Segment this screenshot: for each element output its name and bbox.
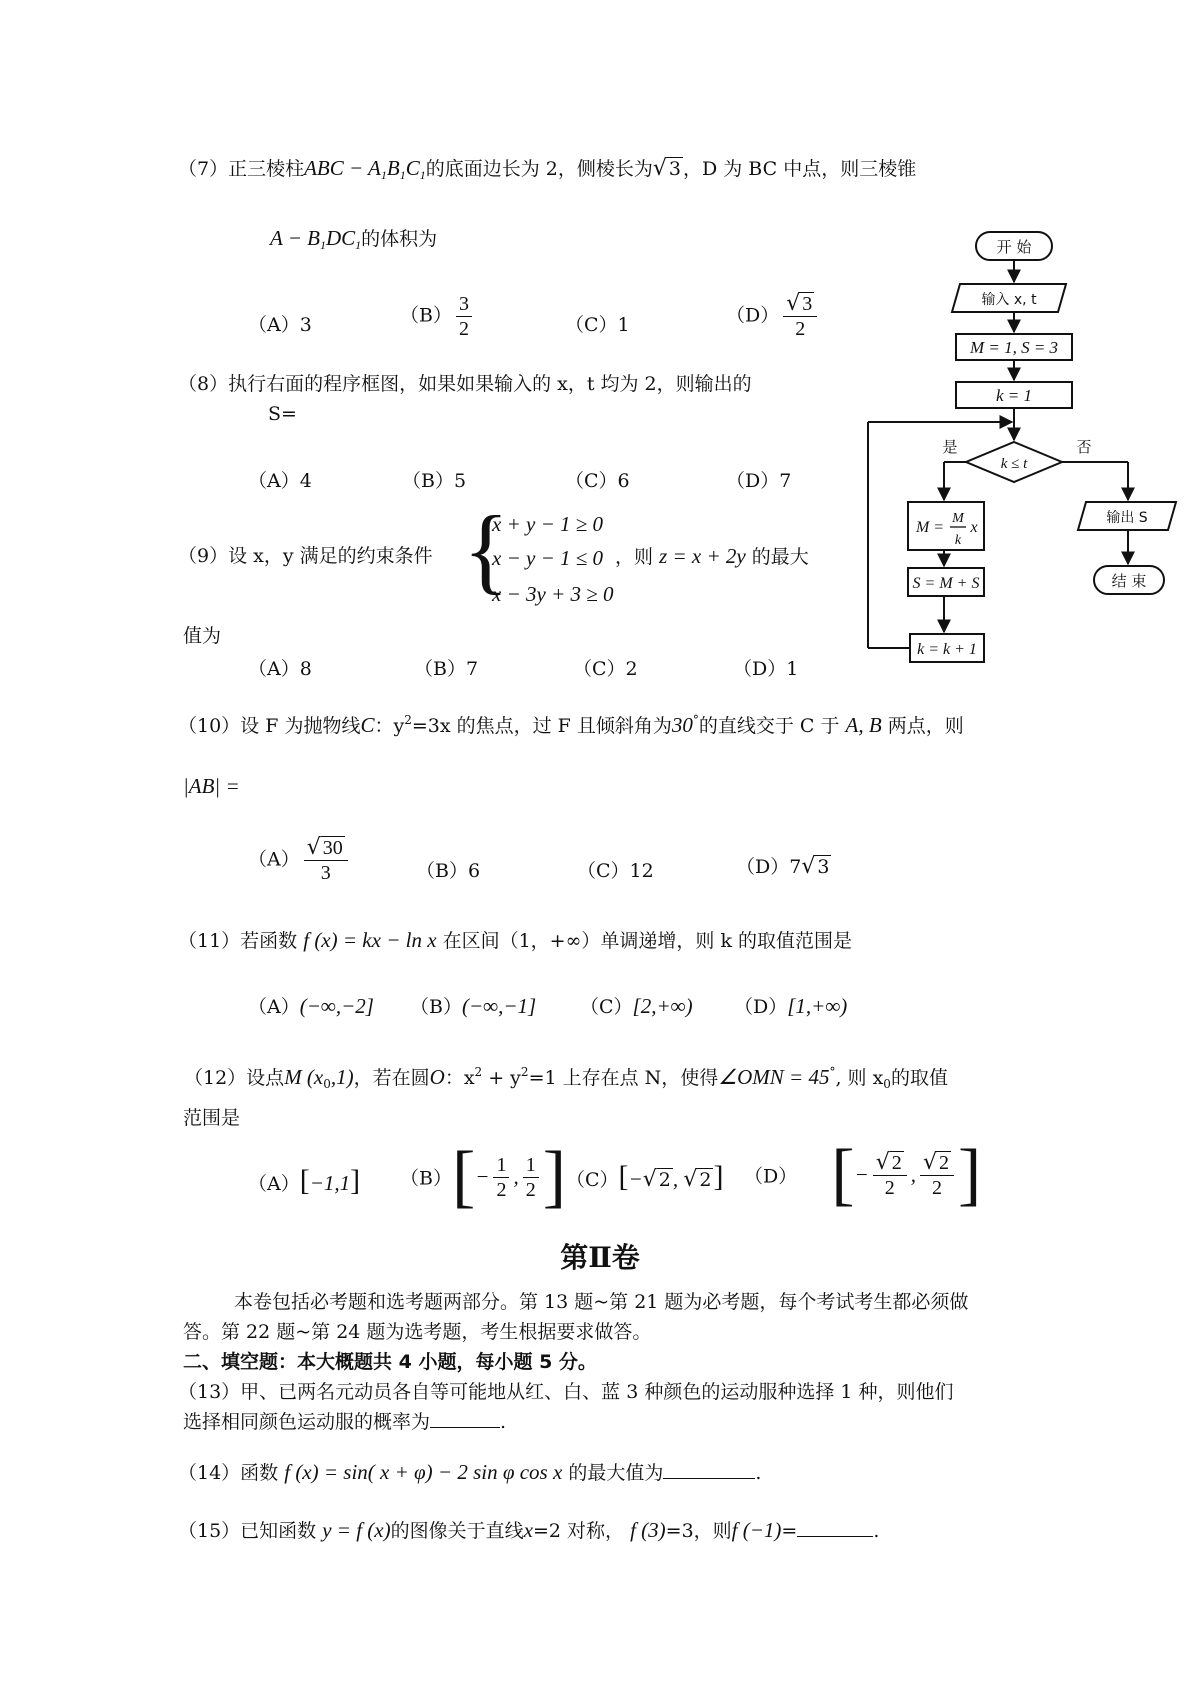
q8-option-b: （B）5	[402, 470, 467, 492]
flow-output-label: 输出 S	[1106, 510, 1148, 526]
q7-option-c: （C）1	[565, 314, 630, 336]
q7-tail: ，D 为 BC 中点，则三棱锥	[682, 158, 917, 180]
flow-end-label: 结 束	[1111, 572, 1147, 590]
q12-option-b: （B）[− $\frac{1}{2}$ , $\frac{1}{2}$ ]	[400, 1138, 567, 1215]
flow-no-label: 否	[1076, 438, 1092, 456]
q12-line2: 范围是	[183, 1107, 241, 1129]
q9-option-b: （B）7	[414, 658, 479, 680]
q9-prefix: （9）设 x，y 满足的约束条件	[178, 545, 433, 567]
q14-line: （14）函数 f (x) = sin( x + φ) − 2 sin φ cos x 的最大值为 .	[178, 1460, 762, 1484]
q9-brace: {	[463, 496, 510, 603]
q9-option-c: （C）2	[573, 658, 638, 680]
q7-option-a: （A）3	[248, 314, 312, 336]
q7-text: 的底面边长为 2，侧棱长为	[425, 158, 653, 180]
q8-option-c: （C）6	[565, 470, 630, 492]
part2-intro-line1: 本卷包括必考题和选考题两部分。第 13 题~第 21 题为必考题，每个考试考生都必须做	[234, 1291, 969, 1313]
q8-line2: S=	[268, 403, 297, 425]
q13-line1: （13）甲、已两名元动员各自等可能地从红、白、蓝 3 种颜色的运动服种选择 1 种，则他们	[178, 1381, 954, 1403]
q12-option-d: （D） [− $\frac{√ 2}{2}$ , $\frac{√ 2}{2}$ ]	[744, 1136, 982, 1213]
flow-m-update-den: k	[954, 533, 962, 548]
flow-m-update-lhs: M =	[915, 519, 945, 536]
q9-line2: 值为	[183, 625, 222, 647]
q9-option-d: （D）1	[733, 658, 799, 680]
q11-option-a: （A）(−∞,−2]	[248, 994, 374, 1018]
q11-option-d: （D）[1,+∞)	[734, 994, 848, 1018]
q11-option-b: （B）(−∞,−1]	[410, 994, 537, 1018]
flow-m-update-x: x	[970, 519, 978, 536]
q11-option-c: （C）[2,+∞)	[580, 994, 693, 1018]
q9-cond3: x − 3y + 3 ≥ 0	[492, 582, 614, 606]
flow-s-update-label: S = M + S	[912, 575, 980, 592]
q7-sqrt: √ 3	[652, 156, 681, 181]
q15-line: （15）已知函数 y = f (x)的图像关于直线x=2 对称， f (3)=3，则f (−1)= .	[178, 1518, 880, 1542]
q7-option-d: （D） $\frac{√ 3}{2}$	[726, 292, 821, 341]
part2-heading: 二、填空题：本大概题共 4 小题，每小题 5 分。	[183, 1351, 597, 1373]
flow-k-update-label: k = k + 1	[917, 641, 977, 658]
q7-line2-tail: 的体积为	[361, 228, 438, 250]
q12-option-a: （A）[−1,1]	[248, 1164, 361, 1197]
q13-answer-blank[interactable]	[430, 1409, 500, 1428]
q14-answer-blank[interactable]	[663, 1460, 755, 1479]
q9-middle: ，则 z = x + 2y 的最大	[615, 544, 809, 568]
flow-m-update-num: M	[952, 511, 964, 526]
flow-cond-label: k ≤ t	[1000, 456, 1028, 472]
flow-input-label: 输入 x, t	[981, 292, 1037, 308]
part2-intro-line2: 答。第 22 题~第 24 题为选考题，考生根据要求做答。	[183, 1321, 652, 1343]
q11-line1: （11）若函数 f (x) = kx − ln x 在区间（1，+∞）单调递增，则 k 的取值范围是	[178, 928, 852, 952]
q7-line2	[270, 224, 437, 259]
q13-line2: 选择相同颜色运动服的概率为 .	[183, 1411, 507, 1433]
q7-pyramid: $A - B_1DC_1$	[270, 226, 362, 252]
q15-answer-blank[interactable]	[797, 1518, 873, 1537]
q10-option-c: （C）12	[577, 860, 654, 882]
flow-kinit-label: k = 1	[995, 386, 1033, 405]
q10-option-d: （D）7√ 3	[736, 854, 830, 879]
q8-line1: （8）执行右面的程序框图，如果如果输入的 x，t 均为 2，则输出的	[178, 373, 752, 395]
q7-prefix: （7）正三棱柱	[178, 158, 305, 180]
q9-cond1: x + y − 1 ≥ 0	[492, 512, 604, 536]
q7-line1	[178, 154, 916, 189]
flow-start-label: 开 始	[996, 238, 1032, 256]
q9-option-a: （A）8	[248, 658, 312, 680]
q9-cond2: x − y − 1 ≤ 0	[492, 546, 604, 570]
q8-option-d: （D）7	[726, 470, 792, 492]
q10-line1: （10）设 F 为抛物线C：$y^2=3x$ 的焦点，过 F 且倾斜角为30°的直线交于 C 于 A, B 两点，则	[178, 713, 964, 737]
flow-yes-label: 是	[942, 438, 958, 456]
part2-title: 第Ⅱ卷	[560, 1241, 640, 1274]
q7-prism: ABC − $A_1B_1C_1$	[304, 156, 426, 182]
q8-option-a: （A）4	[248, 470, 312, 492]
q12-option-c: （C）[−√ 2, √ 2]	[566, 1160, 724, 1193]
q10-option-a: （A） $\frac{√ 30}{3}$	[248, 836, 352, 885]
q10-option-b: （B）6	[416, 860, 481, 882]
q10-line2: |AB| =	[183, 774, 240, 798]
flow-init-label: M = 1, S = 3	[969, 338, 1059, 357]
q12-line1: （12）设点M $(x_0,1)$，若在圆O：$x^2 + y^2=1$ 上存在点 N，使得∠OMN = 45°, 则 $x_0$的取值	[184, 1065, 948, 1091]
q7-option-b: （B） $\frac{3}{2}$	[400, 292, 476, 341]
flowchart	[848, 228, 1178, 668]
